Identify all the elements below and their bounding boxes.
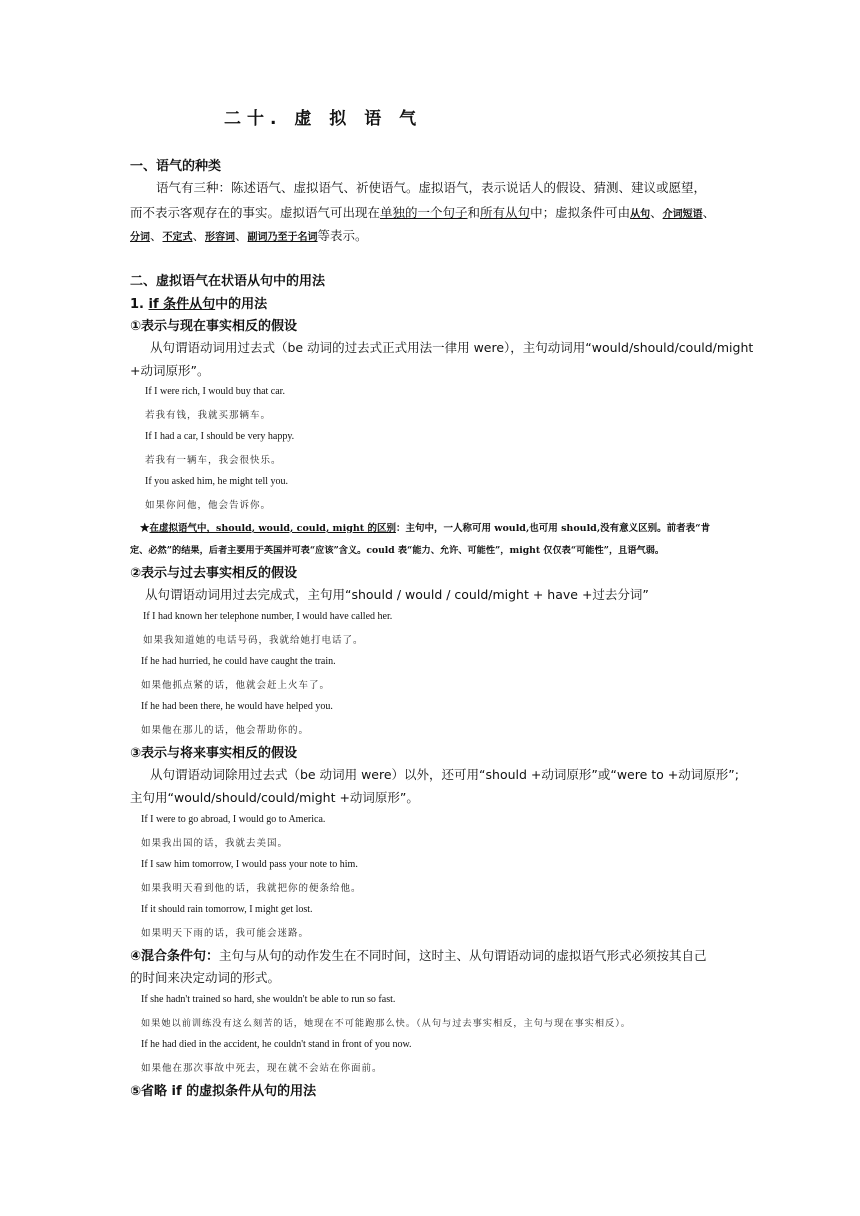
section-heading-1: 一、语气的种类 bbox=[130, 159, 222, 174]
example-chinese: 若我有一辆车，我会很快乐。 bbox=[145, 455, 282, 466]
paragraph-line: 语气有三种：陈述语气、虚拟语气、祈使语气。虚拟语气，表示说话人的假设、猜测、建议或愿望， bbox=[156, 180, 707, 195]
text-run: 、 bbox=[192, 228, 206, 243]
text-run: 、 bbox=[650, 205, 663, 220]
paragraph-line: 从句谓语动词用过去完成式，主句用“should / would / could/might + have +过去分词” bbox=[145, 587, 649, 602]
example-english: If I had known her telephone number, I would have called her. bbox=[143, 611, 393, 622]
example-chinese: 如果我知道她的电话号码，我就给她打电话了。 bbox=[143, 635, 364, 646]
case-heading-4: ④混合条件句： bbox=[130, 949, 220, 964]
example-chinese: 如果她以前训练没有这么刻苦的话，她现在不可能跑那么快。（从句与过去事实相反，主句与现在事实相反）。 bbox=[141, 1018, 631, 1029]
example-english: If I saw him tomorrow, I would pass your note to him. bbox=[141, 859, 358, 870]
underlined-term: 在虚拟语气中，should, would, could, might 的区别 bbox=[149, 523, 396, 534]
underlined-term: 副词乃至于名词 bbox=[247, 232, 318, 243]
example-chinese: 如果我明天看到他的话，我就把你的便条给他。 bbox=[141, 883, 362, 894]
example-chinese: 如果他在那儿的话，他会帮助你的。 bbox=[141, 725, 310, 736]
text-run: 、 bbox=[235, 228, 248, 243]
example-english: If I were to go abroad, I would go to America. bbox=[141, 814, 326, 825]
note-line: 定、必然”的结果，后者主要用于英国并可表“应该”含义。could 表“能力、允许、可能性”，might 仅仅表“可能性”，且语气弱。 bbox=[130, 545, 665, 556]
example-english: If he had been there, he would have helped you. bbox=[141, 701, 333, 712]
text-run: 中的用法 bbox=[215, 297, 268, 312]
paragraph-line: 从句谓语动词用过去式（be 动词的过去式正式用法一律用 were），主句动词用“would/should/could/might bbox=[150, 340, 754, 355]
text-run: 和 bbox=[467, 205, 481, 220]
case-heading-3: ③表示与将来事实相反的假设 bbox=[130, 746, 298, 761]
text-run: 中；虚拟条件可由 bbox=[530, 205, 631, 220]
underlined-term: 不定式 bbox=[162, 232, 193, 243]
example-chinese: 若我有钱，我就买那辆车。 bbox=[145, 410, 272, 421]
text-run: ：主句中，一人称可用 would,也可用 should,没有意义区别。前者表“肯 bbox=[395, 523, 711, 534]
paragraph-line: 的时间来决定动词的形式。 bbox=[130, 970, 281, 985]
underlined-term: 形容词 bbox=[205, 232, 236, 243]
paragraph-line: 主句用“would/should/could/might +动词原形”。 bbox=[130, 790, 419, 805]
case-heading-2: ②表示与过去事实相反的假设 bbox=[130, 566, 298, 581]
example-chinese: 如果明天下雨的话，我可能会迷路。 bbox=[141, 928, 310, 939]
example-english: If you asked him, he might tell you. bbox=[145, 476, 289, 487]
example-chinese: 如果你问他，他会告诉你。 bbox=[145, 500, 272, 511]
underlined-term: if 条件从句 bbox=[148, 297, 216, 312]
page-title: 二十. 虚 拟 语 气 bbox=[224, 109, 423, 129]
text-run: 、 bbox=[702, 205, 716, 220]
subsection-heading bbox=[130, 293, 267, 312]
text-run: 、 bbox=[150, 228, 163, 243]
underlined-term: 从句 bbox=[630, 209, 651, 220]
example-chinese: 如果他抓点紧的话，他就会赶上火车了。 bbox=[141, 680, 331, 691]
paragraph-line bbox=[130, 945, 707, 964]
example-english: If she hadn't trained so hard, she wouldn't be able to run so fast. bbox=[141, 994, 396, 1005]
underlined-term: 介词短语 bbox=[662, 209, 703, 220]
example-chinese: 如果我出国的话，我就去美国。 bbox=[141, 838, 289, 849]
text-run: 主句与从句的动作发生在不同时间，这时主、从句谓语动词的虚拟语气形式必须按其自己 bbox=[219, 948, 707, 963]
underlined-term: 分词 bbox=[130, 232, 150, 243]
section-heading-2: 二、虚拟语气在状语从句中的用法 bbox=[130, 274, 326, 289]
text-run: 1. bbox=[130, 297, 149, 312]
example-english: If he had died in the accident, he couldn't stand in front of you now. bbox=[141, 1039, 412, 1050]
star-icon: ★ bbox=[140, 523, 150, 534]
example-english: If it should rain tomorrow, I might get lost. bbox=[141, 904, 313, 915]
example-english: If he had hurried, he could have caught the train. bbox=[141, 656, 336, 667]
text-run: 而不表示客观存在的事实。虚拟语气可出现在 bbox=[130, 205, 381, 220]
example-english: If I had a car, I should be very happy. bbox=[145, 431, 295, 442]
note-line bbox=[140, 520, 710, 534]
underlined-term: 单独的一个句子 bbox=[380, 205, 468, 220]
text-run: 等表示。 bbox=[317, 228, 368, 243]
case-heading-1: ①表示与现在事实相反的假设 bbox=[130, 319, 298, 334]
underlined-term: 所有从句 bbox=[480, 205, 531, 220]
example-chinese: 如果他在那次事故中死去，现在就不会站在你面前。 bbox=[141, 1063, 383, 1074]
paragraph-line: +动词原形”。 bbox=[130, 363, 210, 378]
paragraph-line bbox=[130, 226, 368, 244]
paragraph-line: 从句谓语动词除用过去式（be 动词用 were）以外，还可用“should +动词原形”或“were to +动词原形”; bbox=[150, 767, 739, 782]
paragraph-line bbox=[130, 203, 715, 221]
example-english: If I were rich, I would buy that car. bbox=[145, 386, 285, 397]
case-heading-5: ⑤省略 if 的虚拟条件从句的用法 bbox=[130, 1084, 317, 1099]
